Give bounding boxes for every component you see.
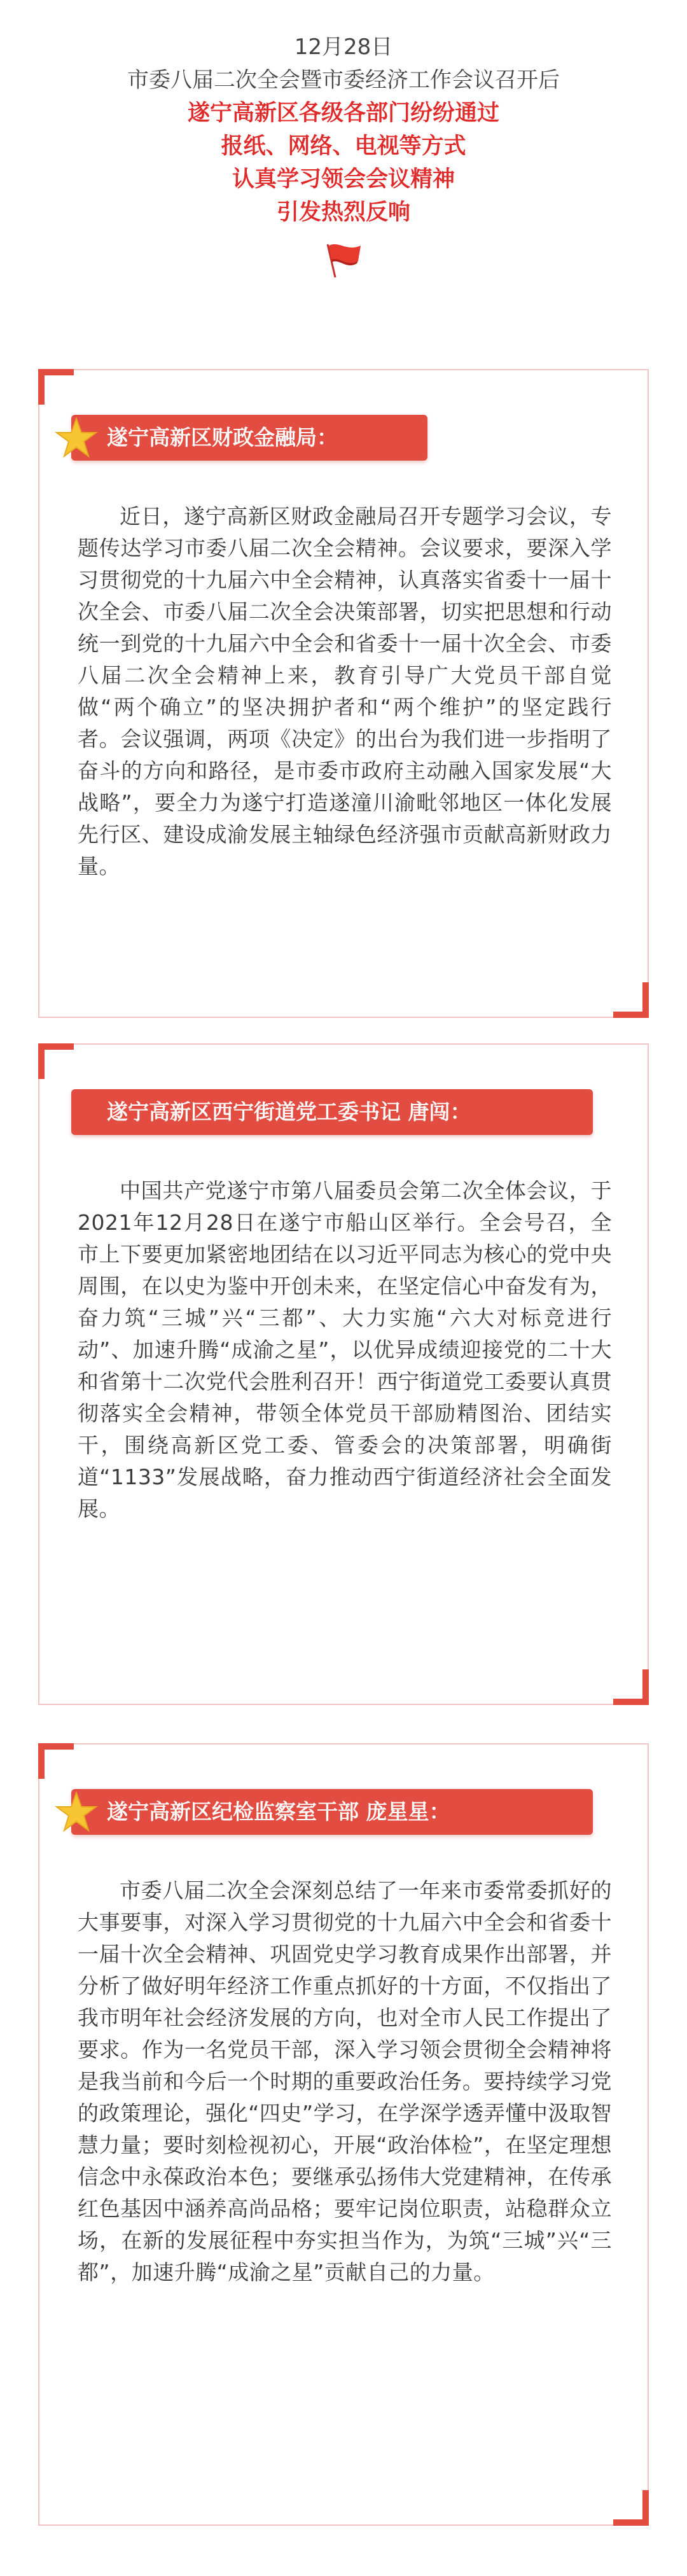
section-title-text-3: 遂宁高新区纪检监察室干部 庞星星：: [107, 1799, 450, 1824]
star-icon: [53, 1789, 99, 1835]
section-title-2: [71, 1089, 593, 1135]
header-line-1: 遂宁高新区各级各部门纷纷通过: [187, 101, 499, 126]
section-body-2: 中国共产党遂宁市第八届委员会第二次全体会议，于2021年12月28日在遂宁市船山区举行。全会号召，全市上下要更加紧密地团结在以习近平同志为核心的党中央周围，在以史为鉴中开创未来，在坚定信心中奋发有为，奋力筑“三城”兴“三都”、大力实施“六大对标竞进行动”、加速升腾“成渝之星”，以优异成绩迎接党的二十大和省第十二次党代会胜利召开！西宁街道党工委要认真贯彻落实全会精神，带领全体党员干部励精图治、团结实干，围绕高新区党工委、管委会的决策部署，明确街道“1133”发展战略，奋力推动西宁街道经济社会全面发展。: [78, 1178, 612, 1521]
section-title-3: [71, 1789, 593, 1835]
header-subtitle: 市委八届二次全会暨市委经济工作会议召开后: [127, 67, 560, 93]
header-line-3: 认真学习领会会议精神: [232, 167, 455, 192]
section-title-text-2: 遂宁高新区西宁街道党工委书记 唐闯：: [107, 1099, 471, 1124]
section-body-1: 近日，遂宁高新区财政金融局召开专题学习会议，专题传达学习市委八届二次全会精神。会议要求，要深入学习贯彻党的十九届六中全会精神，认真落实省委十一届十次全会、市委八届二次全会决策部署，切实把思想和行动统一到党的十九届六中全会和省委十一届十次全会、市委八届二次全会精神上来，教育引导广大党员干部自觉做“两个确立”的坚决拥护者和“两个维护”的坚定践行者。会议强调，两项《决定》的出台为我们进一步指明了奋斗的方向和路径，是市委市政府主动融入国家发展“大战略”，要全力为遂宁打造遂潼川渝毗邻地区一体化发展先行区、建设成渝发展主轴绿色经济强市贡献高新财政力量。: [78, 504, 612, 879]
header-line-4: 引发热烈反响: [276, 200, 410, 225]
header-date: 12月28日: [294, 34, 393, 60]
section-body-3: 市委八届二次全会深刻总结了一年来市委常委抓好的大事要事，对深入学习贯彻党的十九届六中全会和省委十一届十次全会精神、巩固党史学习教育成果作出部署，并分析了做好明年经济工作重点抓好的十方面，不仅指出了我市明年社会经济发展的方向，也对全市人民工作提出了要求。作为一名党员干部，深入学习领会贯彻全会精神将是我当前和今后一个时期的重要政治任务。要持续学习党的政策理论，强化“四史”学习，在学深学透弄懂中汲取智慧力量；要时刻检视初心，开展“政治体检”，在坚定理想信念中永葆政治本色；要继承弘扬伟大党建精神，在传承红色基因中涵养高尚品格；要牢记岗位职责，站稳群众立场，在新的发展征程中夯实担当作为，为筑“三城”兴“三都”，加速升腾“成渝之星”贡献自己的力量。: [78, 1878, 612, 2285]
star-icon: [53, 415, 99, 461]
section-card-2: [38, 1043, 649, 1705]
header: [0, 0, 687, 305]
red-flag-icon: [321, 240, 366, 279]
section-card-3: [38, 1743, 649, 2526]
header-line-2: 报纸、网络、电视等方式: [221, 134, 466, 159]
section-card-1: [38, 369, 649, 1018]
section-title-1: [71, 415, 427, 461]
section-title-text-1: 遂宁高新区财政金融局：: [107, 425, 338, 450]
